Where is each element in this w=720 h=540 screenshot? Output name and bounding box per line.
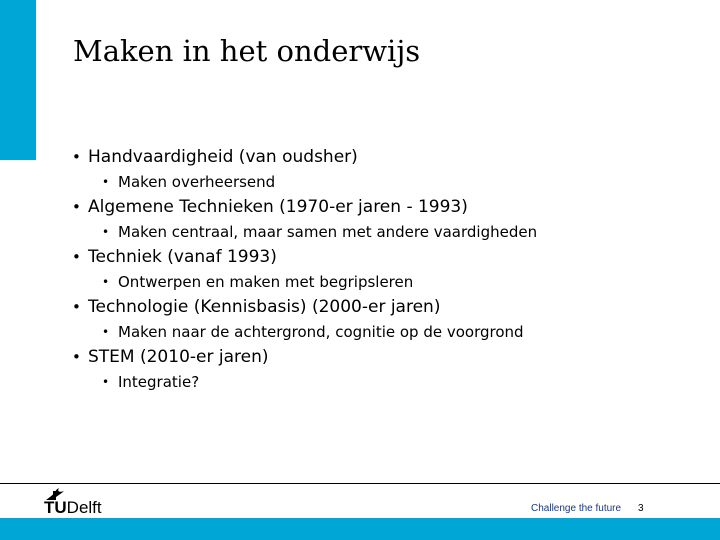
bullet-dot-icon: • [72,148,81,166]
logo-tu: TU [44,498,67,517]
bullet-item [70,196,710,218]
bullet-dot-icon: • [72,298,81,316]
sub-bullet-item [70,322,710,342]
tu-delft-logo [44,498,102,518]
sub-bullet-text: Maken overheersend [118,173,276,191]
sub-bullet-item [70,272,710,292]
bullet-dot-icon: • [72,348,81,366]
sub-bullet-item [70,222,710,242]
page-number: 3 [638,503,644,514]
sub-bullet-text: Maken naar de achtergrond, cognitie op de voorgrond [118,323,524,341]
bullet-dot-icon: • [72,198,81,216]
logo-delft: Delft [66,498,102,517]
sub-bullet-text: Integratie? [118,373,200,391]
footer-divider [0,483,720,484]
bullet-text: Technologie (Kennisbasis) (2000-er jaren) [88,297,441,317]
bottom-accent-bar [0,518,720,540]
bullet-item [70,346,710,368]
bullet-dot-icon: • [72,248,81,266]
bullet-text: Handvaardigheid (van oudsher) [88,147,358,167]
sub-bullet-item [70,172,710,192]
sub-bullet-dot-icon: • [102,275,110,289]
sub-bullet-dot-icon: • [102,175,110,189]
sub-bullet-text: Maken centraal, maar samen met andere vaardigheden [118,223,538,241]
tagline: Challenge the future [531,503,622,514]
sub-bullet-dot-icon: • [102,225,110,239]
sub-bullet-item [70,372,710,392]
sub-bullet-dot-icon: • [102,325,110,339]
bullet-item [70,246,710,268]
sub-bullet-text: Ontwerpen en maken met begripsleren [118,273,414,291]
bullet-text: Algemene Technieken (1970-er jaren - 1993) [88,197,468,217]
bullet-item [70,296,710,318]
bullet-text: Techniek (vanaf 1993) [88,247,277,267]
accent-block [0,0,36,160]
bullet-text: STEM (2010-er jaren) [88,347,269,367]
bullet-list [70,146,710,396]
bullet-item [70,146,710,168]
sub-bullet-dot-icon: • [102,375,110,389]
slide-title: Maken in het onderwijs [73,34,421,68]
